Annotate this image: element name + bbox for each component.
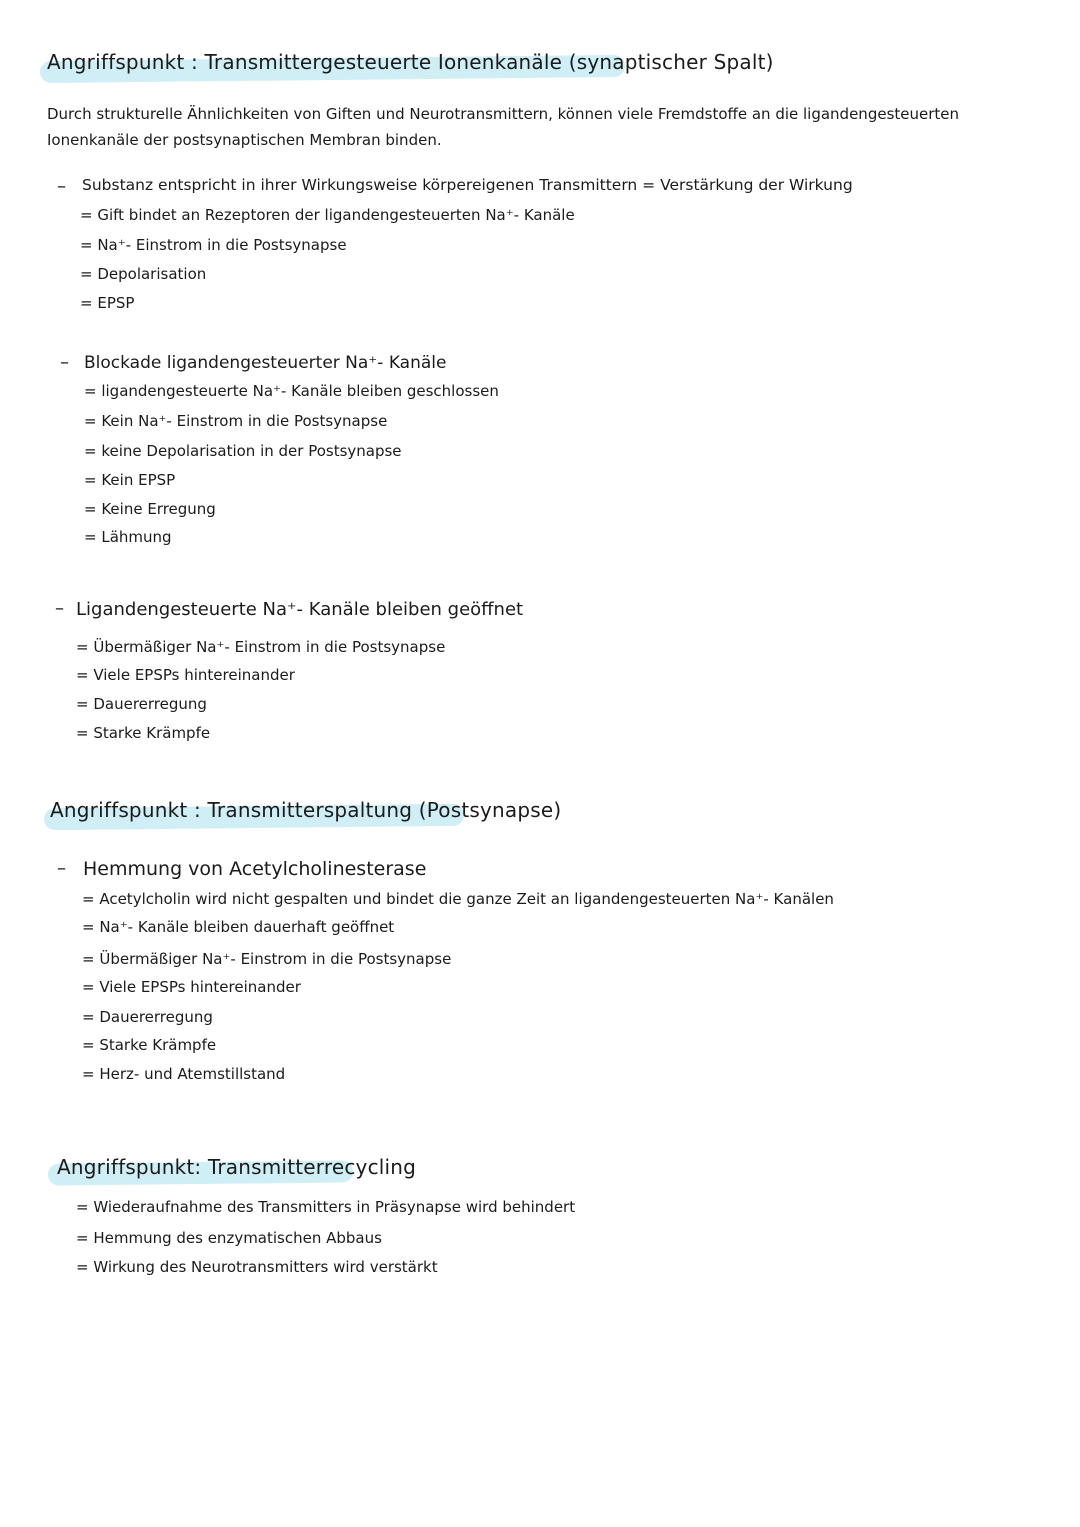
group-title: Ligandengesteuerte Na⁺- Kanäle bleiben geöffnet <box>76 599 524 620</box>
list-item: = Übermäßiger Na⁺- Einstrom in die Postsynapse <box>76 638 446 656</box>
list-item: = Dauererregung <box>82 1008 213 1026</box>
group-title: Blockade ligandengesteuerter Na⁺- Kanäle <box>84 353 447 373</box>
list-item: = Lähmung <box>84 528 172 546</box>
list-item: = Hemmung des enzymatischen Abbaus <box>76 1229 382 1247</box>
section-heading-transmitterspaltung: Angriffspunkt : Transmitterspaltung (Postsynapse) <box>50 798 562 822</box>
list-item: = Starke Krämpfe <box>76 724 211 742</box>
section-heading-transmitterrecycling: Angriffspunkt: Transmitterrecycling <box>57 1155 417 1179</box>
list-item: = Dauererregung <box>76 695 207 713</box>
intro-line-2: Ionenkanäle der postsynaptischen Membran binden. <box>47 131 442 149</box>
list-item: = Starke Krämpfe <box>82 1036 217 1054</box>
list-item: = Kein EPSP <box>84 471 176 489</box>
list-item: = Na⁺- Einstrom in die Postsynapse <box>80 236 347 254</box>
group-title: Hemmung von Acetylcholinesterase <box>83 858 427 880</box>
dash-bullet: – <box>57 858 66 879</box>
list-item: = ligandengesteuerte Na⁺- Kanäle bleiben geschlossen <box>84 382 499 400</box>
dash-bullet: – <box>55 598 64 619</box>
list-item: = Wirkung des Neurotransmitters wird verstärkt <box>76 1258 438 1276</box>
list-item: = Acetylcholin wird nicht gespalten und bindet die ganze Zeit an ligandengesteuerten Na⁺- Kanälen <box>82 890 834 908</box>
list-item: = Wiederaufnahme des Transmitters in Präsynapse wird behindert <box>76 1198 576 1216</box>
dash-bullet: – <box>57 176 66 197</box>
dash-bullet: – <box>60 352 69 373</box>
list-item: = Keine Erregung <box>84 500 216 518</box>
intro-line-1: Durch strukturelle Ähnlichkeiten von Giften und Neurotransmittern, können viele Fremdstoffe an die ligandengesteuerten <box>47 105 960 123</box>
list-item: = EPSP <box>80 294 135 312</box>
list-item: = Depolarisation <box>80 265 207 283</box>
list-item: = Viele EPSPs hintereinander <box>82 978 301 996</box>
list-item: = Gift bindet an Rezeptoren der ligandengesteuerten Na⁺- Kanäle <box>80 206 575 224</box>
list-item: = Na⁺- Kanäle bleiben dauerhaft geöffnet <box>82 918 395 936</box>
section-heading-ionenkanaele: Angriffspunkt : Transmittergesteuerte Ionenkanäle (synaptischer Spalt) <box>47 50 774 74</box>
list-item: = Viele EPSPs hintereinander <box>76 666 295 684</box>
list-item: = Übermäßiger Na⁺- Einstrom in die Postsynapse <box>82 950 452 968</box>
group-title: Substanz entspricht in ihrer Wirkungsweise körpereigenen Transmittern = Verstärkung der Wirkung <box>82 176 853 194</box>
list-item: = Herz- und Atemstillstand <box>82 1065 286 1083</box>
list-item: = Kein Na⁺- Einstrom in die Postsynapse <box>84 412 388 430</box>
list-item: = keine Depolarisation in der Postsynapse <box>84 442 402 460</box>
